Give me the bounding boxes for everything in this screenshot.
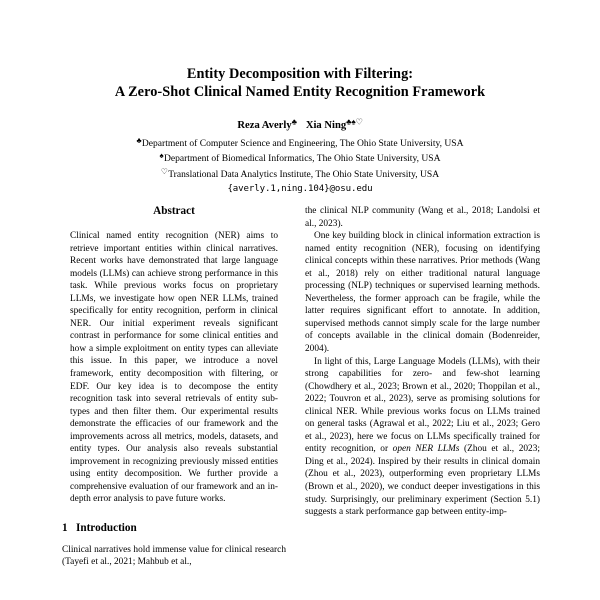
affiliation-item: [62, 166, 538, 181]
abstract-text: Clinical named entity recognition (NER) aims to retrieve important entities within clinical narratives. Recent works have demonstrated that large language models (LLMs) can achieve strong performance in this task. While previous works focus on proprietary LLMs, we investigate how open NER LLMs, trained specifically for entity recognition, perform in clinical NER. Our initial experiment reveals significant contrast in performance for some clinical entities and how a simple exploitment on entity types can alleviate this issue. In this paper, we introduce a novel framework, entity decomposition with filtering, or EDF. Our key idea is to decompose the entity recognition task into several retrievals of entity sub-types and then filter them. Our experimental results demonstrate the efficacies of our framework and the improvements across all metrics, models, datasets, and entity types. Our analysis also reveals substantial improvement in recognizing previously missed entities using entity decomposition. We further provide a comprehensive evaluation of our framework and an in-depth error analysis to pave future works.: [70, 231, 278, 505]
author-name: Reza Averly: [237, 120, 292, 132]
affiliation-symbol: ♣: [136, 135, 142, 145]
right-column: [305, 205, 540, 600]
author-name: Xia Ning: [305, 120, 347, 132]
page-title: [62, 66, 538, 101]
section-heading-introduction: [62, 522, 286, 535]
author-entry: [237, 120, 296, 131]
author-entry: [306, 120, 363, 131]
right-paragraph-3-part2: (Zhou et al., 2023; Ding et al., 2024). Inspired by their results in clinical domain (Zhou et al., 2023), outperforming even proprietary LLMs (Brown et al., 2020), we conduct deeper investigations in this study. Surprisingly, our preliminary experiment (Section 5.1) suggests a stark performance gap between entity-imp-: [305, 444, 540, 518]
section-title: Introduction: [76, 522, 137, 535]
affiliation-symbol: ♡: [160, 166, 168, 176]
affiliation-list: [62, 135, 538, 181]
right-paragraph-2: One key building block in clinical information extraction is named entity recognition (NER), focusing on identifying clinical concepts within these narratives. Prior methods (Wang et al., 2018) rely on either traditional natural language processing (NLP) techniques or supervised learning methods. Nevertheless, the former approach can be fragile, while the latter requires significant effort to annotate. In addition, supervised methods cannot simply scale for the large number of concepts available in the clinical domain (Bodenreider, 2004).: [305, 231, 540, 355]
left-column: [62, 205, 286, 600]
affiliation-text: Translational Data Analytics Institute, The Ohio State University, USA: [168, 168, 440, 180]
affiliation-item: [62, 150, 538, 165]
abstract-body: [70, 230, 278, 506]
title-block: [0, 0, 600, 195]
affiliation-item: [62, 135, 538, 150]
affiliation-text: Department of Computer Science and Engineering, The Ohio State University, USA: [141, 137, 464, 149]
intro-paragraph-1: Clinical narratives hold immense value for clinical research (Tayefi et al., 2021; Mahbub et al.,: [62, 544, 286, 568]
right-paragraph-3: [305, 356, 540, 519]
contact-email[interactable]: {averly.1,ning.104}@osu.edu: [227, 184, 373, 195]
section-number: 1: [62, 522, 68, 535]
affiliation-text: Department of Biomedical Informatics, The Ohio State University, USA: [163, 153, 441, 165]
affiliation-symbol: ♠: [159, 151, 164, 161]
author-affiliation-symbols: ♣: [291, 118, 297, 127]
body-columns: [0, 205, 600, 600]
abstract-heading: Abstract: [153, 205, 195, 217]
author-affiliation-symbols: ♣♠♡: [346, 118, 363, 127]
right-paragraph-continued: the clinical NLP community (Wang et al., 2018; Landolsi et al., 2023).: [305, 206, 540, 229]
right-paragraph-3-part1: In light of this, Large Language Models (LLMs), with their strong capabilities for zero- and few-shot learning (Chowdhery et al., 2023; Brown et al., 2020; Thoppilan et al., 2022; Touvron et al., 2023), serve as promising solutions for clinical NER. While previous works focus on LLMs trained on general tasks (Agrawal et al., 2022; Liu et al., 2023; Gero et al., 2023), here we focus on LLMs specifically trained for entity recognition, or: [305, 356, 540, 455]
open-ner-llms-emphasis: open NER LLMs: [392, 444, 460, 455]
title-line-2: A Zero-Shot Clinical Named Entity Recognition Framework: [114, 83, 486, 100]
title-line-1: Entity Decomposition with Filtering:: [186, 66, 414, 82]
author-list: [62, 116, 538, 132]
